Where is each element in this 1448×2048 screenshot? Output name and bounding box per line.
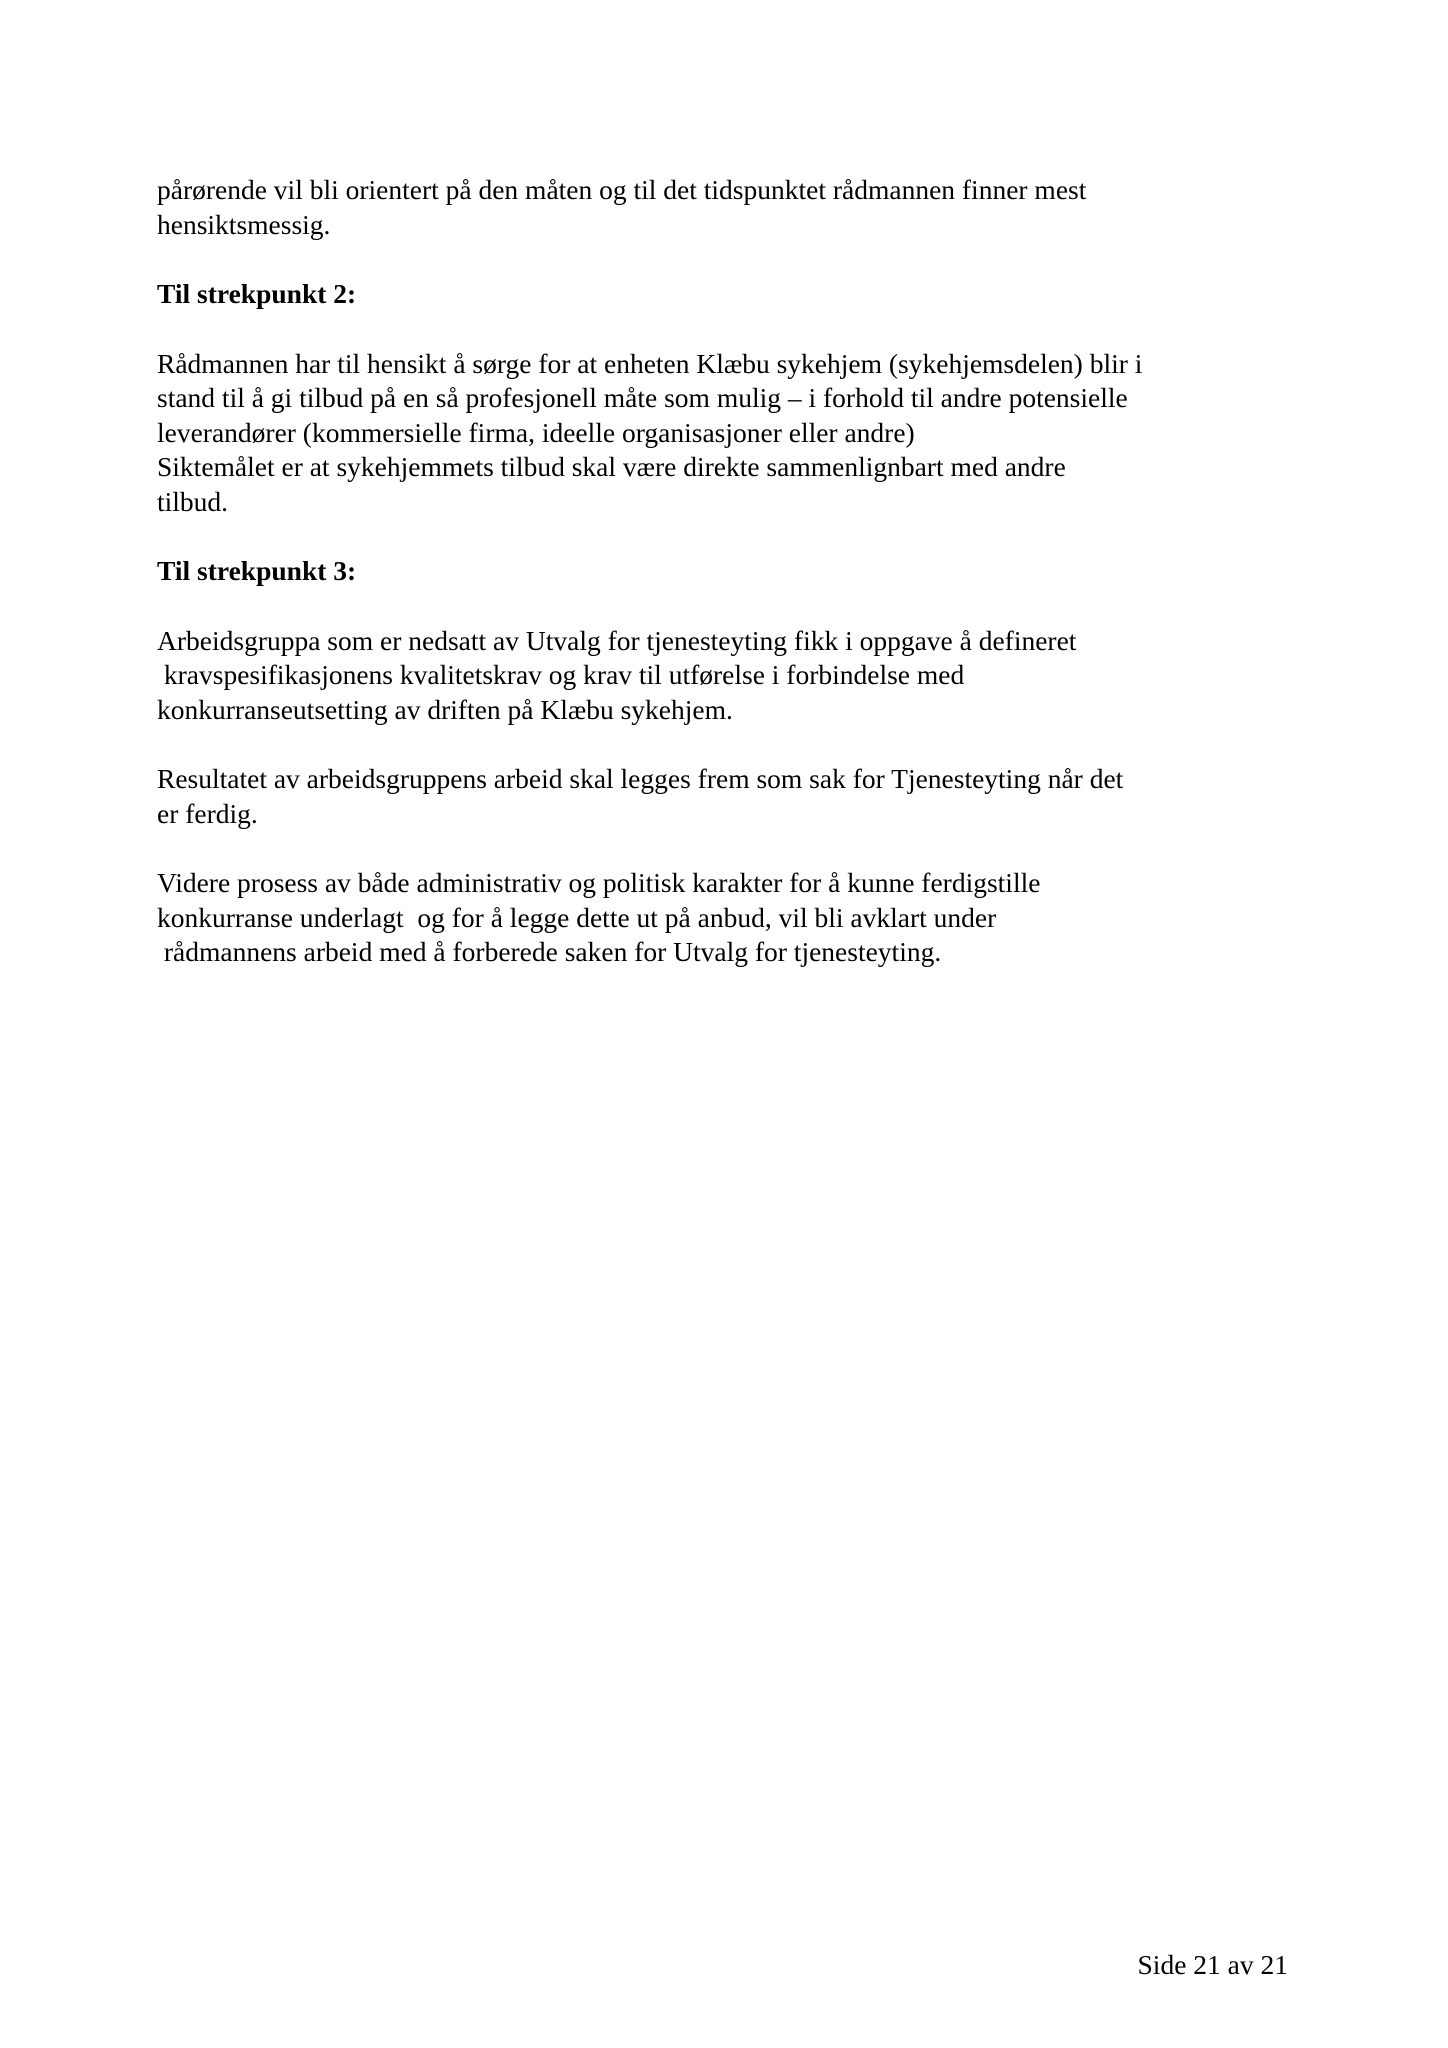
section2-paragraph: Rådmannen har til hensikt å sørge for at enheten Klæbu sykehjem (sykehjemsdelen) blir i stand til å gi tilbud på en så profesjonell måte som mulig – i forhold til andre potensielle leverandører (kommersielle firma, ideelle organisasjoner eller andre) Siktemålet er at sykehjemmets tilbud skal være direkte sammenlignbart med andre tilbud.	[157, 347, 1143, 517]
document-body	[157, 173, 1287, 970]
page-number: Side 21 av 21	[1137, 1949, 1288, 1980]
section3-paragraph-2: Resultatet av arbeidsgruppens arbeid skal legges frem som sak for Tjenesteyting når det er ferdig.	[157, 763, 1124, 829]
intro-paragraph: pårørende vil bli orientert på den måten og til det tidspunktet rådmannen finner mest hensiktsmessig.	[157, 174, 1087, 240]
section-heading-strekpunkt-3: Til strekpunkt 3:	[157, 555, 357, 586]
section-heading-strekpunkt-2: Til strekpunkt 2:	[157, 278, 357, 309]
section3-paragraph-3: Videre prosess av både administrativ og politisk karakter for å kunne ferdigstille konkurranse underlagt og for å legge dette ut på anbud, vil bli avklart under rådmannens arbeid med å forberede saken for Utvalg for tjenesteyting.	[157, 867, 1041, 967]
section3-paragraph-1: Arbeidsgruppa som er nedsatt av Utvalg for tjenesteyting fikk i oppgave å defineret kravspesifikasjonens kvalitetskrav og krav til utførelse i forbindelse med konkurranseutsetting av driften på Klæbu sykehjem.	[157, 624, 1077, 725]
